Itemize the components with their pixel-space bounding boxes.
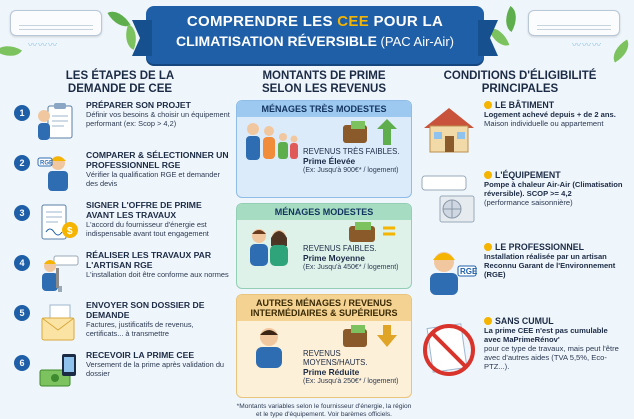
condition-main-text: Installation réalisée par un artisan Reconnu Garant de l'Environnement (RGE)	[484, 252, 616, 279]
step-5	[8, 300, 232, 350]
step-number: 6	[14, 355, 30, 371]
prime-example: (Ex: Jusqu'à 900€* / logement)	[303, 167, 399, 174]
title-part2: POUR LA	[369, 13, 444, 30]
condition-building	[416, 100, 624, 170]
air-conditioner-icon	[420, 174, 478, 224]
step-1	[8, 100, 232, 150]
prime-income-label: REVENUS MOYENS/HAUTS.	[303, 349, 368, 367]
family-icon	[241, 119, 301, 159]
condition-no-cumulation	[416, 316, 624, 404]
step-text: Versement de la prime après validation du dossier	[86, 360, 225, 378]
breeze-right-icon: 〰〰〰	[571, 40, 602, 50]
eligibility-title-line1: CONDITIONS D'ÉLIGIBILITÉ	[443, 70, 597, 82]
leaf-icon	[608, 39, 634, 62]
title-highlight: CEE	[337, 13, 370, 30]
step-title: RECEVOIR LA PRIME CEE	[86, 350, 195, 360]
step-text: L'installation doit être conforme aux normes	[86, 270, 229, 279]
eligibility-column-title	[416, 70, 624, 100]
installer-at-work-icon	[36, 252, 80, 294]
prime-title-line2: SELON LES REVENUS	[262, 83, 386, 95]
title-part1: COMPRENDRE LES	[186, 13, 338, 30]
bullet-icon	[484, 171, 492, 179]
step-number: 5	[14, 305, 30, 321]
rge-worker-icon	[420, 246, 478, 296]
steps-title-line1: LES ÉTAPES DE LA	[65, 70, 175, 82]
page-title	[146, 6, 484, 30]
condition-title: L'ÉQUIPEMENT	[495, 170, 561, 180]
prime-income-label: REVENUS FAIBLES.	[303, 244, 377, 253]
prime-box-other	[236, 294, 412, 398]
step-number: 3	[14, 205, 30, 221]
prime-example: (Ex: Jusqu'à 450€* / logement)	[303, 264, 399, 271]
steps-column	[8, 70, 232, 404]
prime-box-heading: AUTRES MÉNAGES / REVENUS INTERMÉDIAIRES & SUPÉRIEURS	[237, 295, 411, 321]
step-2	[8, 150, 232, 200]
step-3	[8, 200, 232, 250]
bullet-icon	[484, 101, 492, 109]
rge-technician-icon	[36, 152, 80, 194]
prime-box-modest	[236, 203, 412, 289]
leaf-icon	[0, 39, 22, 62]
condition-main-text: Logement achevé depuis + de 2 ans.	[484, 110, 616, 119]
prime-title-line1: MONTANTS DE PRIME	[262, 70, 386, 82]
house-icon	[420, 104, 478, 154]
condition-title: LE BÂTIMENT	[495, 100, 555, 110]
condition-detail: (performance saisonnière)	[484, 198, 573, 207]
air-conditioner-right-icon	[528, 10, 620, 36]
condition-heading	[484, 316, 624, 326]
prime-box-heading: MÉNAGES TRÈS MODESTES	[237, 101, 411, 117]
couple-icon	[241, 224, 301, 264]
prime-amounts-column	[236, 70, 412, 418]
prime-box-heading: MÉNAGES MODESTES	[237, 204, 411, 220]
condition-heading	[484, 170, 624, 180]
condition-equipment	[416, 170, 624, 242]
condition-heading	[484, 242, 624, 252]
amounts-footnote: *Montants variables selon le fournisseur d'énergie, la région et le type d'équipement. Voir barèmes officiels.	[236, 403, 412, 418]
prime-column-title	[236, 70, 412, 100]
person-icon	[241, 325, 301, 365]
svg-text:RGE: RGE	[460, 267, 478, 276]
svg-text:RGE: RGE	[40, 160, 54, 167]
steps-column-title	[8, 70, 232, 100]
prime-example: (Ex: Jusqu'à 250€* / logement)	[303, 378, 399, 385]
prime-level: Prime Réduite	[303, 367, 360, 377]
step-number: 4	[14, 255, 30, 271]
money-transfer-icon	[36, 352, 80, 394]
step-title: PRÉPARER SON PROJET	[86, 100, 191, 110]
breeze-left-icon: 〰〰〰	[28, 40, 59, 50]
prime-box-body	[303, 323, 407, 386]
wallet-arrow-icon	[341, 117, 407, 147]
condition-heading	[484, 100, 624, 110]
step-4	[8, 250, 232, 300]
step-number: 2	[14, 155, 30, 171]
step-title: COMPARER & SÉLECTIONNER UN PROFESSIONNEL RGE	[86, 150, 229, 170]
wallet-icon	[347, 220, 407, 244]
step-title: ENVOYER SON DOSSIER DE DEMANDE	[86, 300, 205, 320]
wallet-arrow-down-icon	[341, 323, 407, 349]
bullet-icon	[484, 317, 492, 325]
clipboard-plan-icon	[36, 102, 80, 144]
step-text: L'accord du fournisseur d'énergie est indispensable avant tout engagement	[86, 220, 209, 238]
envelope-documents-icon	[36, 302, 80, 344]
no-maprimerenov-icon	[420, 320, 478, 380]
page-subtitle	[146, 33, 484, 49]
signed-contract-icon	[36, 202, 80, 244]
step-title: RÉALISER LES TRAVAUX PAR L'ARTISAN RGE	[86, 250, 212, 270]
step-text: Définir vos besoins & choisir un équipement performant (ex: Scop > 4,2)	[86, 110, 230, 128]
condition-main-text: La prime CEE n'est pas cumulable avec MaPrimeRénov'	[484, 326, 608, 344]
svg-text:$: $	[67, 226, 73, 237]
condition-title: SANS CUMUL	[495, 316, 554, 326]
step-text: Vérifier la qualification RGE et demander des devis	[86, 170, 220, 188]
subtitle-main: CLIMATISATION RÉVERSIBLE	[176, 33, 377, 49]
prime-income-label: REVENUS TRÈS FAIBLES.	[303, 147, 400, 156]
step-text: Factures, justificatifs de revenus, certificats... à transmettre	[86, 320, 194, 338]
condition-professional	[416, 242, 624, 316]
condition-detail: pour ce type de travaux, mais peut l'être avec d'autres aides (TVA 5,5%, Eco-PTZ...).	[484, 344, 619, 371]
step-number: 1	[14, 105, 30, 121]
bullet-icon	[484, 243, 492, 251]
step-6	[8, 350, 232, 400]
condition-main-text: Pompe à chaleur Air-Air (Climatisation réversible). SCOP >= 4,2	[484, 180, 623, 198]
prime-box-body	[303, 220, 407, 272]
steps-title-line2: DEMANDE DE CEE	[67, 83, 173, 95]
title-banner	[146, 6, 484, 64]
condition-detail: Maison individuelle ou appartement	[484, 119, 604, 128]
prime-level: Prime Élevée	[303, 156, 356, 166]
leaf-icon	[499, 6, 522, 32]
prime-level: Prime Moyenne	[303, 253, 365, 263]
prime-box-very-modest	[236, 100, 412, 198]
prime-box-body	[303, 117, 407, 175]
air-conditioner-left-icon	[10, 10, 102, 36]
eligibility-column	[416, 70, 624, 404]
subtitle-paren: (PAC Air-Air)	[376, 34, 454, 49]
step-title: SIGNER L'OFFRE DE PRIME AVANT LES TRAVAUX	[86, 200, 202, 220]
eligibility-title-line2: PRINCIPALES	[481, 83, 559, 95]
condition-title: LE PROFESSIONNEL	[495, 242, 584, 252]
